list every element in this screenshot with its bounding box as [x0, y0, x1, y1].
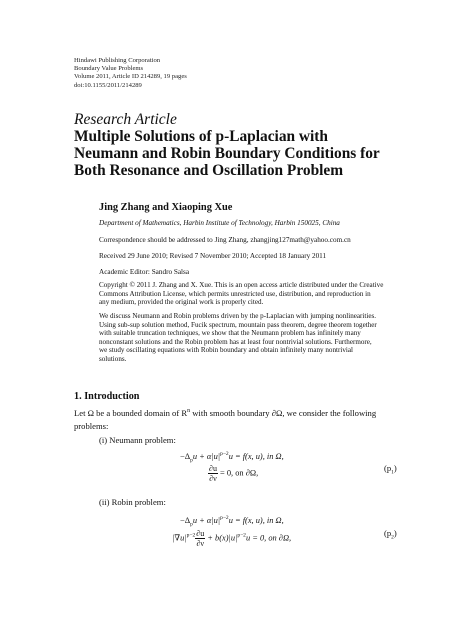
correspondence — [99, 236, 351, 244]
eq-text: u = 0, on ∂Ω, — [245, 533, 292, 543]
academic-editor: Academic Editor: Sandro Salsa — [99, 268, 190, 276]
volume-line: Volume 2011, Article ID 214289, 19 pages — [74, 73, 187, 81]
robin-equation-2 — [172, 529, 291, 548]
equation-label-p2 — [384, 528, 397, 541]
title-line-2: Neumann and Robin Boundary Conditions for — [74, 145, 380, 163]
eq-sup: p−2 — [220, 515, 229, 521]
copyright-line: any medium, provided the original work is properly cited. — [99, 298, 264, 307]
neumann-equation-1 — [180, 451, 284, 463]
eq-label-sub: 1 — [391, 469, 394, 476]
eq-text: = 0, on ∂Ω, — [217, 468, 259, 478]
eq-sup: p−2 — [220, 451, 229, 457]
eq-text: −Δ — [180, 515, 191, 525]
doi-line: doi:10.1155/2011/214289 — [74, 81, 142, 89]
fraction — [195, 529, 205, 548]
eq-text: u = f(x, u), in Ω, — [228, 451, 284, 461]
title-line-1: Multiple Solutions of p-Laplacian with — [74, 128, 328, 145]
eq-sub: p — [190, 457, 193, 464]
abstract-line: We discuss Neumann and Robin problems driven by the p-Laplacian with jumping nonlinearities. — [99, 312, 377, 320]
intro-line-2: problems: — [74, 421, 109, 431]
fraction-denominator: ∂ν — [196, 539, 205, 548]
eq-text: |∇u| — [172, 533, 187, 543]
eq-sup: p−2 — [237, 532, 246, 539]
copyright-line: Copyright © 2011 J. Zhang and X. Xue. This is an open access article distributed under the Creative — [99, 281, 384, 289]
abstract-line: Using sub-sup solution method, Fucik spectrum, mountain pass theorem, degree theorem together — [99, 320, 377, 329]
correspondence-email-link[interactable]: zhangjing127math@yahoo.com.cn — [250, 236, 351, 244]
eq-label-close: ) — [393, 528, 397, 538]
correspondence-text: Correspondence should be addressed to Jing Zhang, — [99, 236, 251, 244]
neumann-equation-2 — [208, 464, 258, 483]
copyright-notice — [99, 281, 402, 307]
affiliation: Department of Mathematics, Harbin Institute of Technology, Harbin 150025, China — [99, 219, 340, 227]
article-dates: Received 29 June 2010; Revised 7 November 2010; Accepted 18 January 2011 — [99, 252, 327, 260]
equation-label-p1 — [384, 463, 397, 476]
intro-text: Let Ω be a bounded domain of R — [74, 408, 188, 418]
robin-label: (ii) Robin problem: — [99, 497, 166, 507]
abstract-line: we study oscillating equations with Robin boundary and obtain infinitely many nontrivial — [99, 346, 353, 355]
article-type: Research Article — [74, 111, 177, 128]
author-list: Jing Zhang and Xiaoping Xue — [99, 202, 233, 213]
copyright-line: Commons Attribution License, which permits unrestricted use, distribution, and reproduction in — [99, 289, 371, 298]
eq-text: u + α|u| — [192, 515, 221, 525]
eq-label-close: ) — [393, 463, 397, 473]
abstract-line: with suitable truncation techniques, we show that the Neumann problem has infinitely many — [99, 329, 361, 338]
publisher-line: Hindawi Publishing Corporation — [74, 57, 161, 64]
eq-label-text: (p — [384, 528, 392, 538]
title-line-3: Both Resonance and Oscillation Problem — [74, 162, 344, 180]
eq-text: u = f(x, u), in Ω, — [228, 515, 284, 525]
abstract-line: nonconstant solutions and the Robin problem has at least four nontrivial solutions. Furthermore, — [99, 337, 372, 346]
journal-line: Boundary Value Problems — [74, 65, 144, 73]
eq-text: u + α|u| — [192, 451, 221, 461]
journal-header — [74, 57, 187, 90]
intro-text-rest: with smooth boundary ∂Ω, we consider the following — [190, 408, 377, 418]
eq-text: −Δ — [180, 451, 191, 461]
robin-equation-1 — [180, 515, 284, 527]
section-heading: 1. Introduction — [74, 391, 140, 402]
neumann-label: (i) Neumann problem: — [99, 435, 176, 445]
eq-label-text: (p — [384, 463, 392, 473]
intro-superscript: n — [187, 408, 191, 415]
eq-sup: p−2 — [186, 532, 196, 539]
abstract — [99, 312, 402, 364]
paper-title — [74, 128, 380, 180]
eq-text: + b(x)|u| — [205, 533, 238, 543]
intro-line — [74, 408, 376, 418]
eq-sub: p — [190, 521, 193, 528]
abstract-line: solutions. — [99, 354, 127, 363]
fraction-denominator: ∂ν — [209, 474, 217, 483]
fraction-numerator: ∂u — [196, 529, 205, 538]
eq-label-sub: 2 — [391, 534, 394, 541]
fraction-numerator: ∂u — [209, 464, 217, 473]
fraction — [208, 464, 218, 483]
